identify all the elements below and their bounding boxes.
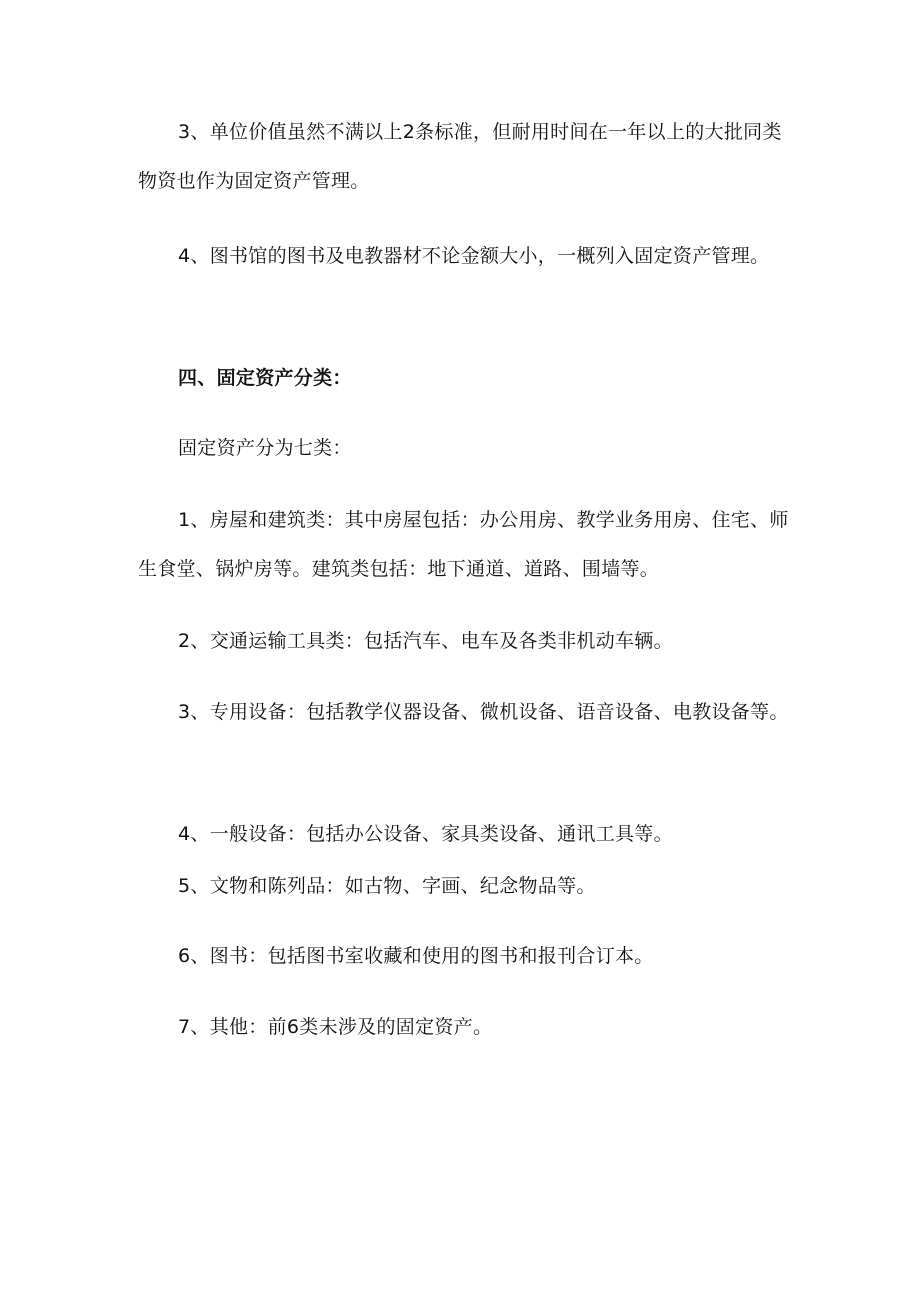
paragraph-rule-3: 3、单位价值虽然不满以上2条标准，但耐用时间在一年以上的大批同类物资也作为固定资产管理。: [138, 121, 782, 192]
paragraph-class-6-books: 6、图书：包括图书室收藏和使用的图书和报刊合订本。: [178, 945, 654, 967]
paragraph-intro-seven-classes: 固定资产分为七类：: [178, 437, 352, 459]
paragraph-class-2-transport: 2、交通运输工具类：包括汽车、电车及各类非机动车辆。: [178, 630, 673, 652]
paragraph-class-5-relics: 5、文物和陈列品：如古物、字画、纪念物品等。: [178, 875, 596, 897]
paragraph-class-1-buildings: 1、房屋和建筑类：其中房屋包括：办公用房、教学业务用房、住宅、师生食堂、锅炉房等。建筑类包括：地下通道、道路、围墙等。: [138, 509, 789, 580]
paragraph-rule-4: 4、图书馆的图书及电教器材不论金额大小，一概列入固定资产管理。: [178, 245, 770, 267]
paragraph-class-3-special-equipment: 3、专用设备：包括教学仪器设备、微机设备、语音设备、电教设备等。: [178, 701, 789, 723]
paragraph-class-7-others: 7、其他：前6类未涉及的固定资产。: [178, 1016, 493, 1038]
paragraph-class-4-general-equipment: 4、一般设备：包括办公设备、家具类设备、通讯工具等。: [178, 823, 673, 845]
section-heading-asset-classification: 四、固定资产分类：: [178, 367, 352, 389]
